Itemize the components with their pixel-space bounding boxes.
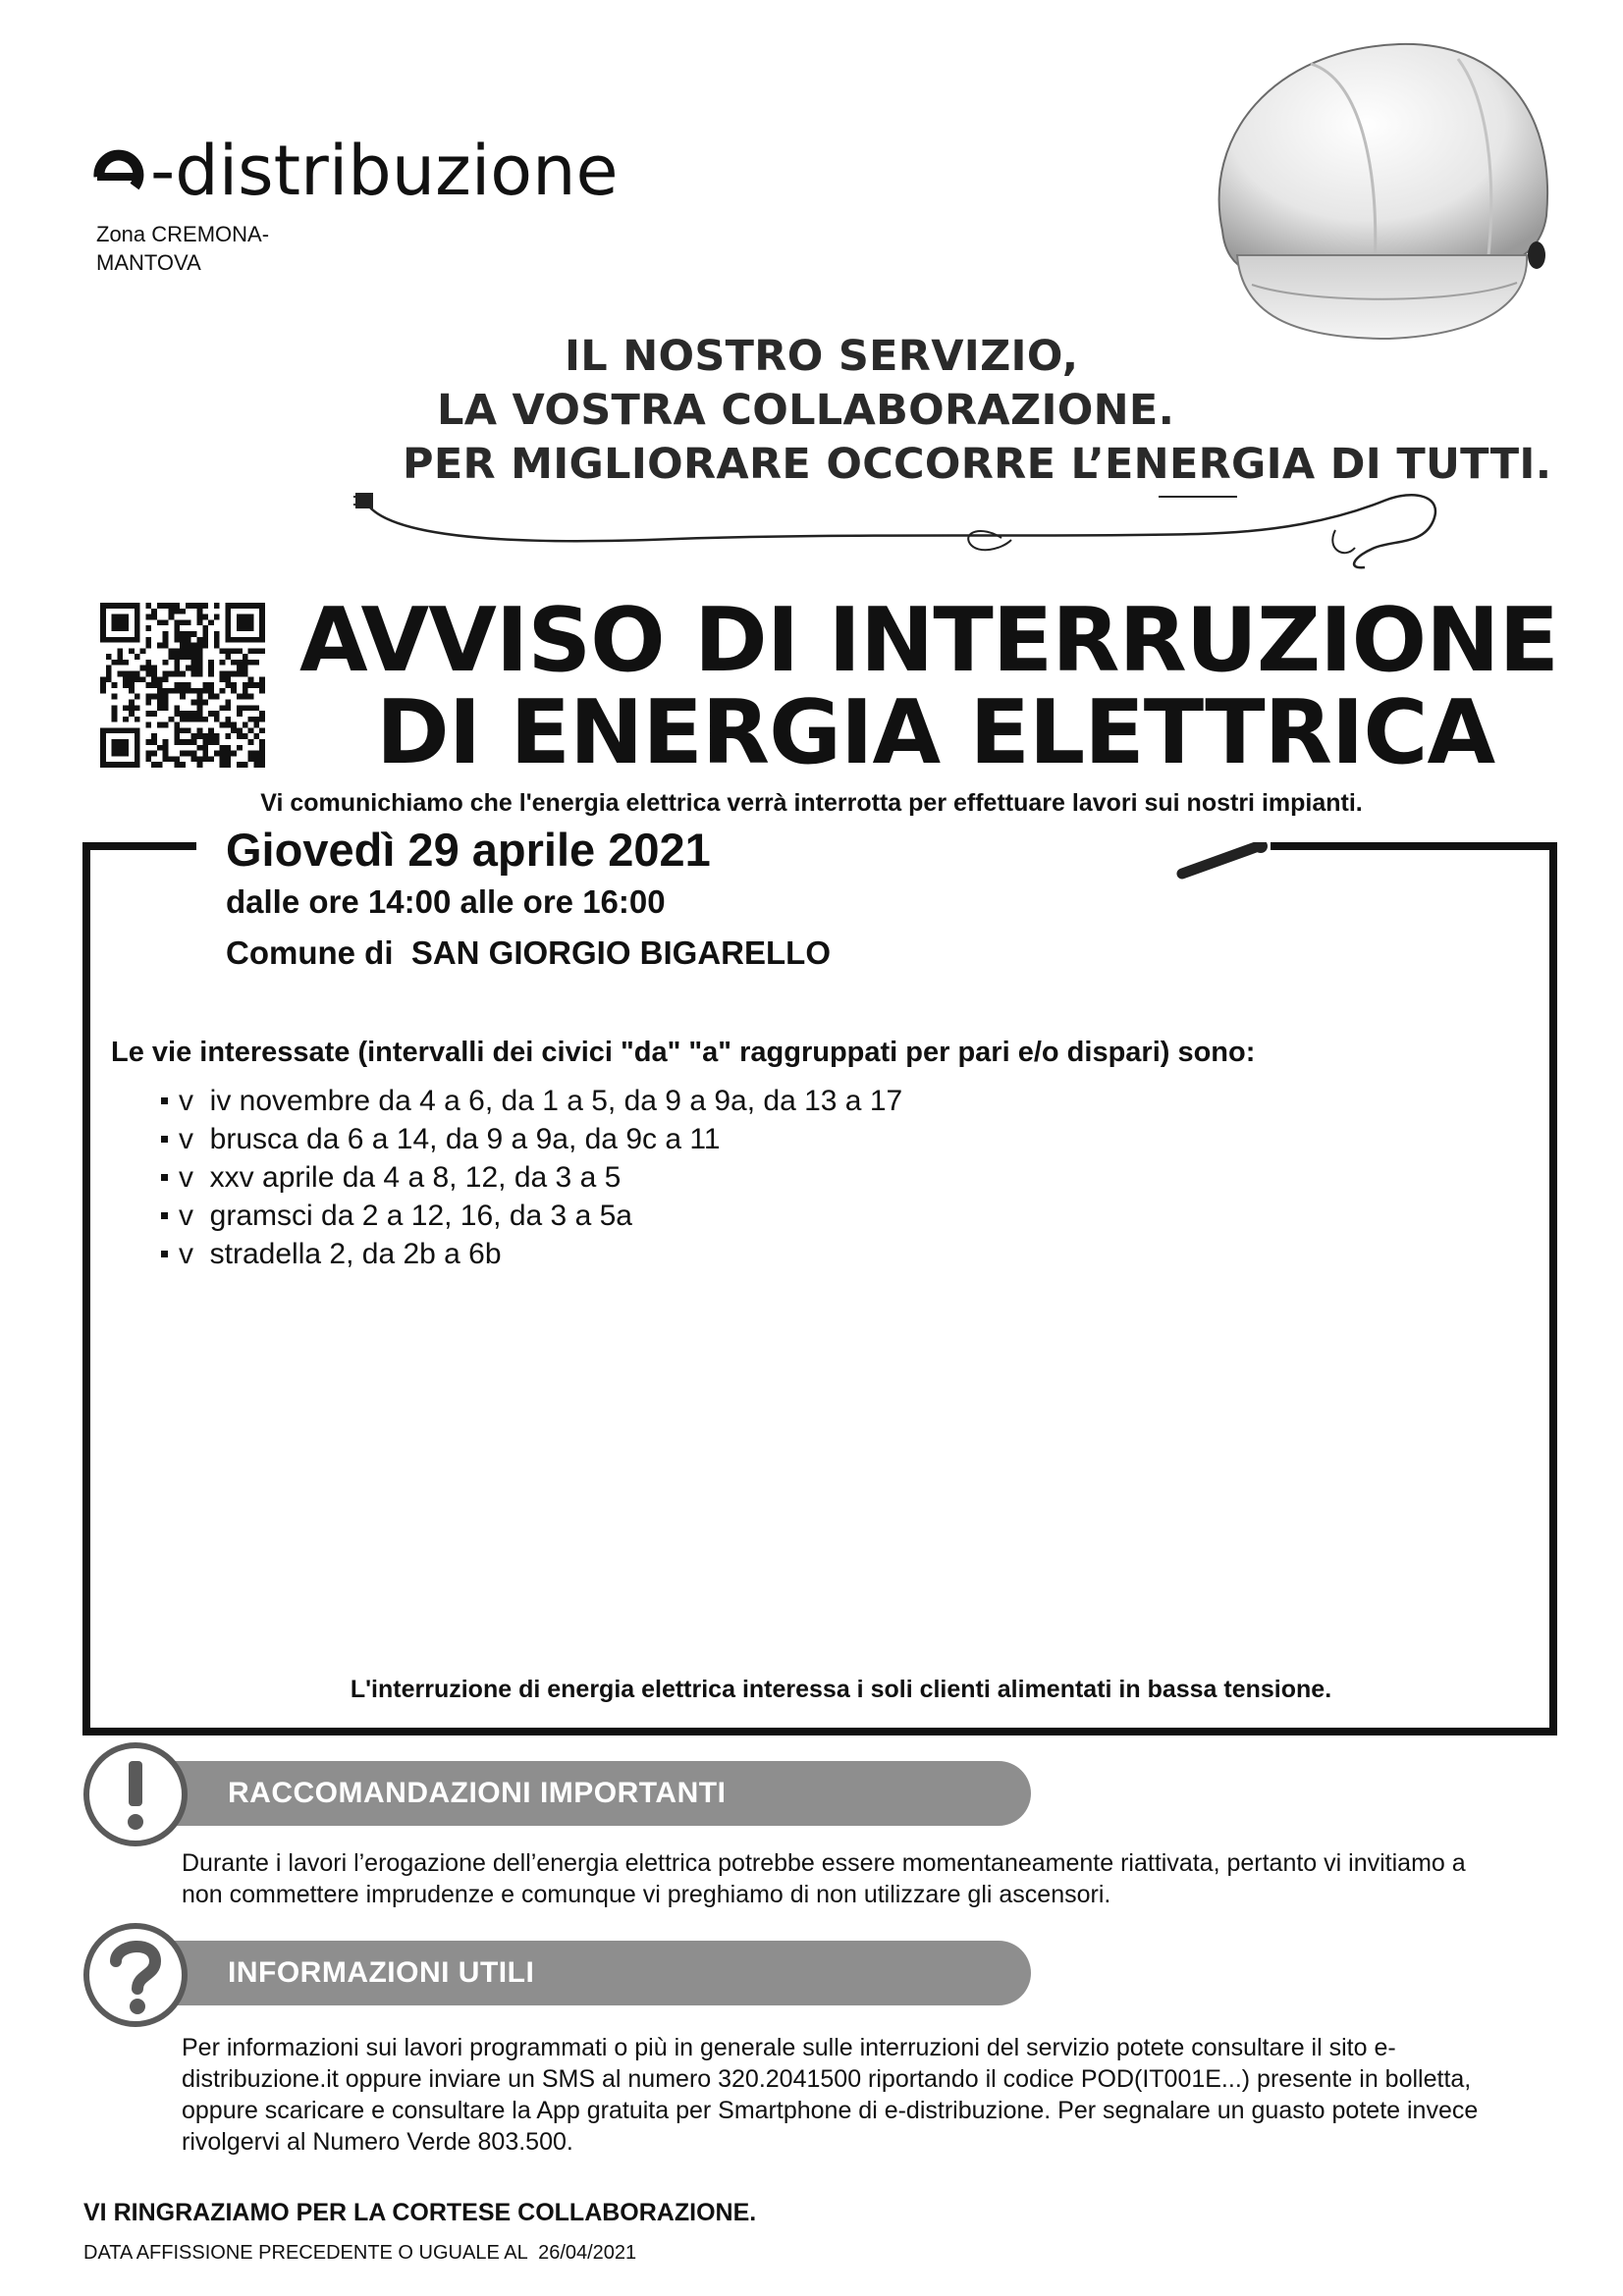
posting-date: DATA AFFISSIONE PRECEDENTE O UGUALE AL 26/04/2021 (83, 2242, 637, 2264)
bullet-icon (161, 1136, 168, 1143)
notice-title-line-1: AVVISO DI INTERRUZIONE (299, 589, 1558, 692)
bullet-icon (161, 1212, 168, 1219)
exclamation-icon (82, 1741, 189, 1847)
interruption-date: Giovedì 29 aprile 2021 (226, 824, 711, 876)
slogan-block (280, 324, 1586, 569)
zone-label: Zona CREMONA- MANTOVA (96, 222, 270, 275)
e-distribuzione-logo (93, 135, 643, 214)
bullet-icon (161, 1251, 168, 1257)
thanks-note: VI RINGRAZIAMO PER LA CORTESE COLLABORAZIONE. (83, 2199, 757, 2226)
streets-list (161, 1082, 902, 1273)
municipality: Comune di SAN GIORGIO BIGARELLO (226, 934, 832, 971)
streets-heading: Le vie interessate (intervalli dei civici "da" "a" raggruppati per pari e/o dispari) sono: (111, 1037, 1256, 1068)
slogan-line-3: PER MIGLIORARE OCCORRE L’ENERGIA DI TUTTI. (403, 440, 1552, 489)
notice-title-line-2: DI ENERGIA ELETTRICA (376, 681, 1495, 784)
list-item: v xxv aprile da 4 a 8, 12, da 3 a 5 (161, 1158, 902, 1197)
safety-helmet-image (1163, 20, 1586, 353)
list-item: v brusca da 6 a 14, da 9 a 9a, da 9c a 11 (161, 1120, 902, 1158)
info-text: Per informazioni sui lavori programmati o più in generale sulle interruzioni del servizio potete consultare il sito e-distribuzione.it oppure inviare un SMS al numero 320.2041500 riportando il codice POD(IT001E...) presente in bolletta, oppure scaricare e consultare la App gratuita per Smartphone di e-distribuzione. Per segnalare un guasto potete invece rivolgervi al Numero Verde 803.500. (182, 2034, 1479, 2156)
notice-frame (82, 842, 1557, 1735)
bullet-icon (161, 1097, 168, 1104)
info-title: INFORMAZIONI UTILI (228, 1956, 535, 1989)
question-icon (82, 1922, 189, 2028)
qr-code[interactable] (100, 601, 265, 770)
slogan-line-2: LA VOSTRA COLLABORAZIONE. (437, 386, 1175, 435)
recommendations-title: RACCOMANDAZIONI IMPORTANTI (228, 1777, 727, 1809)
interruption-hours: dalle ore 14:00 alle ore 16:00 (226, 883, 666, 920)
power-cord-icon (353, 461, 1483, 569)
brand-name: -distribuzione (150, 135, 619, 211)
list-item: v iv novembre da 4 a 6, da 1 a 5, da 9 a 9a, da 13 a 17 (161, 1082, 902, 1120)
bullet-icon (161, 1174, 168, 1181)
recommendations-text: Durante i lavori l’erogazione dell’energia elettrica potrebbe essere momentaneamente riattivata, pertanto vi invitiamo a non commettere imprudenze e comunque vi preghiamo di non utilizzare gli ascensori. (182, 1849, 1466, 1908)
intro-text: Vi comunichiamo che l'energia elettrica verrà interrotta per effettuare lavori sui nostri impianti. (260, 789, 1363, 817)
list-item: v stradella 2, da 2b a 6b (161, 1235, 902, 1273)
slogan-line-1: IL NOSTRO SERVIZIO, (565, 332, 1079, 381)
low-voltage-note: L'interruzione di energia elettrica interessa i soli clienti alimentati in bassa tensione. (350, 1676, 1332, 1703)
list-item: v gramsci da 2 a 12, 16, da 3 a 5a (161, 1197, 902, 1235)
